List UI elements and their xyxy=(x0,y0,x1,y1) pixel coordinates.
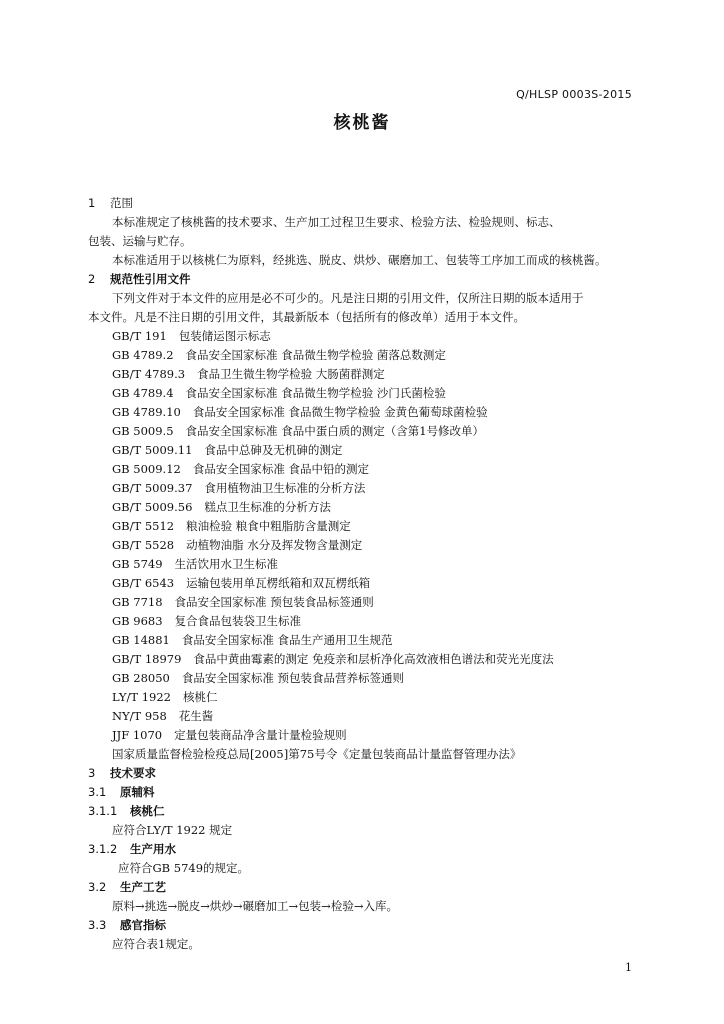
reference-code: GB/T 5009.37 xyxy=(112,481,193,495)
reference-title: 食品安全国家标准 预包装食品标签通则 xyxy=(174,595,374,609)
section-number: 3.3 xyxy=(88,918,107,932)
reference-code: GB 4789.4 xyxy=(112,386,174,400)
section-title: 生产用水 xyxy=(130,842,176,856)
reference-code: GB/T 6543 xyxy=(112,576,175,590)
reference-title: 食品安全国家标准 食品微生物学检验 菌落总数测定 xyxy=(185,348,446,362)
section-number: 3.2 xyxy=(88,880,107,894)
standard-code: Q/HLSP 0003S-2015 xyxy=(516,88,632,101)
reference-code: GB/T 18979 xyxy=(112,652,182,666)
reference-item xyxy=(88,441,648,460)
reference-item xyxy=(88,631,648,650)
reference-code: GB 5009.12 xyxy=(112,462,181,476)
section-3-1-2-heading xyxy=(88,840,648,859)
reference-code: GB/T 4789.3 xyxy=(112,367,186,381)
reference-code: GB 14881 xyxy=(112,633,170,647)
paragraph-line: 本文件。凡是不注日期的引用文件，其最新版本（包括所有的修改单）适用于本文件。 xyxy=(88,310,525,324)
reference-code: GB 28050 xyxy=(112,671,170,685)
reference-code: NY/T 958 xyxy=(112,709,167,723)
reference-item xyxy=(88,346,648,365)
reference-item xyxy=(88,688,648,707)
reference-code: GB 4789.10 xyxy=(112,405,181,419)
section-2-heading xyxy=(88,270,648,289)
reference-title: 生活饮用水卫生标准 xyxy=(174,557,279,571)
reference-title: 包装储运图示标志 xyxy=(178,329,271,343)
section-number: 1 xyxy=(88,196,96,210)
section-title: 感官指标 xyxy=(120,918,166,932)
reference-code: GB/T 191 xyxy=(112,329,167,343)
reference-item xyxy=(88,517,648,536)
reference-item xyxy=(88,536,648,555)
reference-item xyxy=(88,707,648,726)
section-number: 3 xyxy=(88,766,96,780)
reference-item xyxy=(88,726,648,745)
reference-code: JJF 1070 xyxy=(112,728,163,742)
reference-title: 食品卫生微生物学检验 大肠菌群测定 xyxy=(197,367,385,381)
reference-item xyxy=(88,422,648,441)
reference-title: 食品安全国家标准 食品中蛋白质的测定（含第1号修改单） xyxy=(185,424,485,438)
reference-title: 定量包装商品净含量计量检验规则 xyxy=(174,728,347,742)
reference-title: 运输包装用单瓦楞纸箱和双瓦楞纸箱 xyxy=(186,576,371,590)
reference-title: 食品安全国家标准 预包装食品营养标签通则 xyxy=(181,671,405,685)
section-3-2-heading xyxy=(88,878,648,897)
paragraph-line: 原料→挑选→脱皮→烘炒→碾磨加工→包装→检验→入库。 xyxy=(112,899,398,913)
reference-item xyxy=(88,403,648,422)
reference-code: GB/T 5528 xyxy=(112,538,175,552)
reference-item xyxy=(88,669,648,688)
reference-title: 复合食品包装袋卫生标准 xyxy=(174,614,302,628)
section-title: 规范性引用文件 xyxy=(110,272,191,286)
page-number: 1 xyxy=(625,961,632,974)
reference-item xyxy=(88,555,648,574)
reference-code: GB/T 5009.56 xyxy=(112,500,193,514)
paragraph-line: 本标准规定了核桃酱的技术要求、生产加工过程卫生要求、检验方法、检验规则、标志、 xyxy=(112,215,561,229)
reference-item xyxy=(88,650,648,669)
reference-code: GB 5749 xyxy=(112,557,163,571)
section-title: 核桃仁 xyxy=(130,804,165,818)
reference-item xyxy=(88,498,648,517)
reference-list xyxy=(88,327,648,745)
section-number: 2 xyxy=(88,272,96,286)
section-3-heading xyxy=(88,764,648,783)
section-3-1-heading xyxy=(88,783,648,802)
reference-code: GB 9683 xyxy=(112,614,163,628)
reference-title: 食品中黄曲霉素的测定 免疫亲和层析净化高效液相色谱法和荧光光度法 xyxy=(193,652,554,666)
reference-title: 食品安全国家标准 食品生产通用卫生规范 xyxy=(181,633,393,647)
reference-title: 花生酱 xyxy=(178,709,214,723)
reference-code: LY/T 1922 xyxy=(112,690,171,704)
section-title: 原辅料 xyxy=(120,785,155,799)
reference-code: GB 5009.5 xyxy=(112,424,174,438)
paragraph-line: 下列文件对于本文件的应用是必不可少的。凡是注日期的引用文件，仅所注日期的版本适用于 xyxy=(112,291,584,305)
decree-reference: 国家质量监督检验检疫总局[2005]第75号令《定量包装商品计量监督管理办法》 xyxy=(112,747,522,761)
reference-code: GB 4789.2 xyxy=(112,348,174,362)
reference-title: 动植物油脂 水分及挥发物含量测定 xyxy=(186,538,363,552)
document-body xyxy=(88,194,648,954)
paragraph-line: 本标准适用于以核桃仁为原料，经挑选、脱皮、烘炒、碾磨加工、包装等工序加工而成的核桃酱。 xyxy=(112,253,607,267)
reference-title: 粮油检验 粮食中粗脂肪含量测定 xyxy=(186,519,351,533)
section-1-heading xyxy=(88,194,648,213)
reference-code: GB 7718 xyxy=(112,595,163,609)
reference-item xyxy=(88,384,648,403)
section-number: 3.1 xyxy=(88,785,107,799)
reference-title: 糕点卫生标准的分析方法 xyxy=(204,500,331,514)
reference-code: GB/T 5009.11 xyxy=(112,443,193,457)
document-title: 核桃酱 xyxy=(333,113,391,133)
reference-item xyxy=(88,460,648,479)
reference-item xyxy=(88,365,648,384)
reference-item xyxy=(88,612,648,631)
reference-code: GB/T 5512 xyxy=(112,519,175,533)
reference-title: 食品中总砷及无机砷的测定 xyxy=(204,443,343,457)
reference-item xyxy=(88,327,648,346)
section-3-1-1-heading xyxy=(88,802,648,821)
section-3-3-heading xyxy=(88,916,648,935)
reference-item xyxy=(88,593,648,612)
section-title: 技术要求 xyxy=(110,766,156,780)
reference-item xyxy=(88,479,648,498)
reference-title: 食品安全国家标准 食品微生物学检验 沙门氏菌检验 xyxy=(185,386,446,400)
reference-title: 食用植物油卫生标准的分析方法 xyxy=(204,481,366,495)
paragraph-line: 应符合GB 5749的规定。 xyxy=(118,861,250,875)
paragraph-line: 应符合LY/T 1922 规定 xyxy=(112,823,233,837)
section-number: 3.1.1 xyxy=(88,804,118,818)
reference-title: 食品安全国家标准 食品微生物学检验 金黄色葡萄球菌检验 xyxy=(192,405,488,419)
reference-title: 食品安全国家标准 食品中铅的测定 xyxy=(192,462,370,476)
reference-title: 核桃仁 xyxy=(182,690,218,704)
reference-item xyxy=(88,574,648,593)
paragraph-line: 包装、运输与贮存。 xyxy=(88,234,192,248)
section-title: 生产工艺 xyxy=(120,880,166,894)
paragraph-line: 应符合表1规定。 xyxy=(112,937,200,951)
section-title: 范围 xyxy=(110,196,133,210)
section-number: 3.1.2 xyxy=(88,842,118,856)
